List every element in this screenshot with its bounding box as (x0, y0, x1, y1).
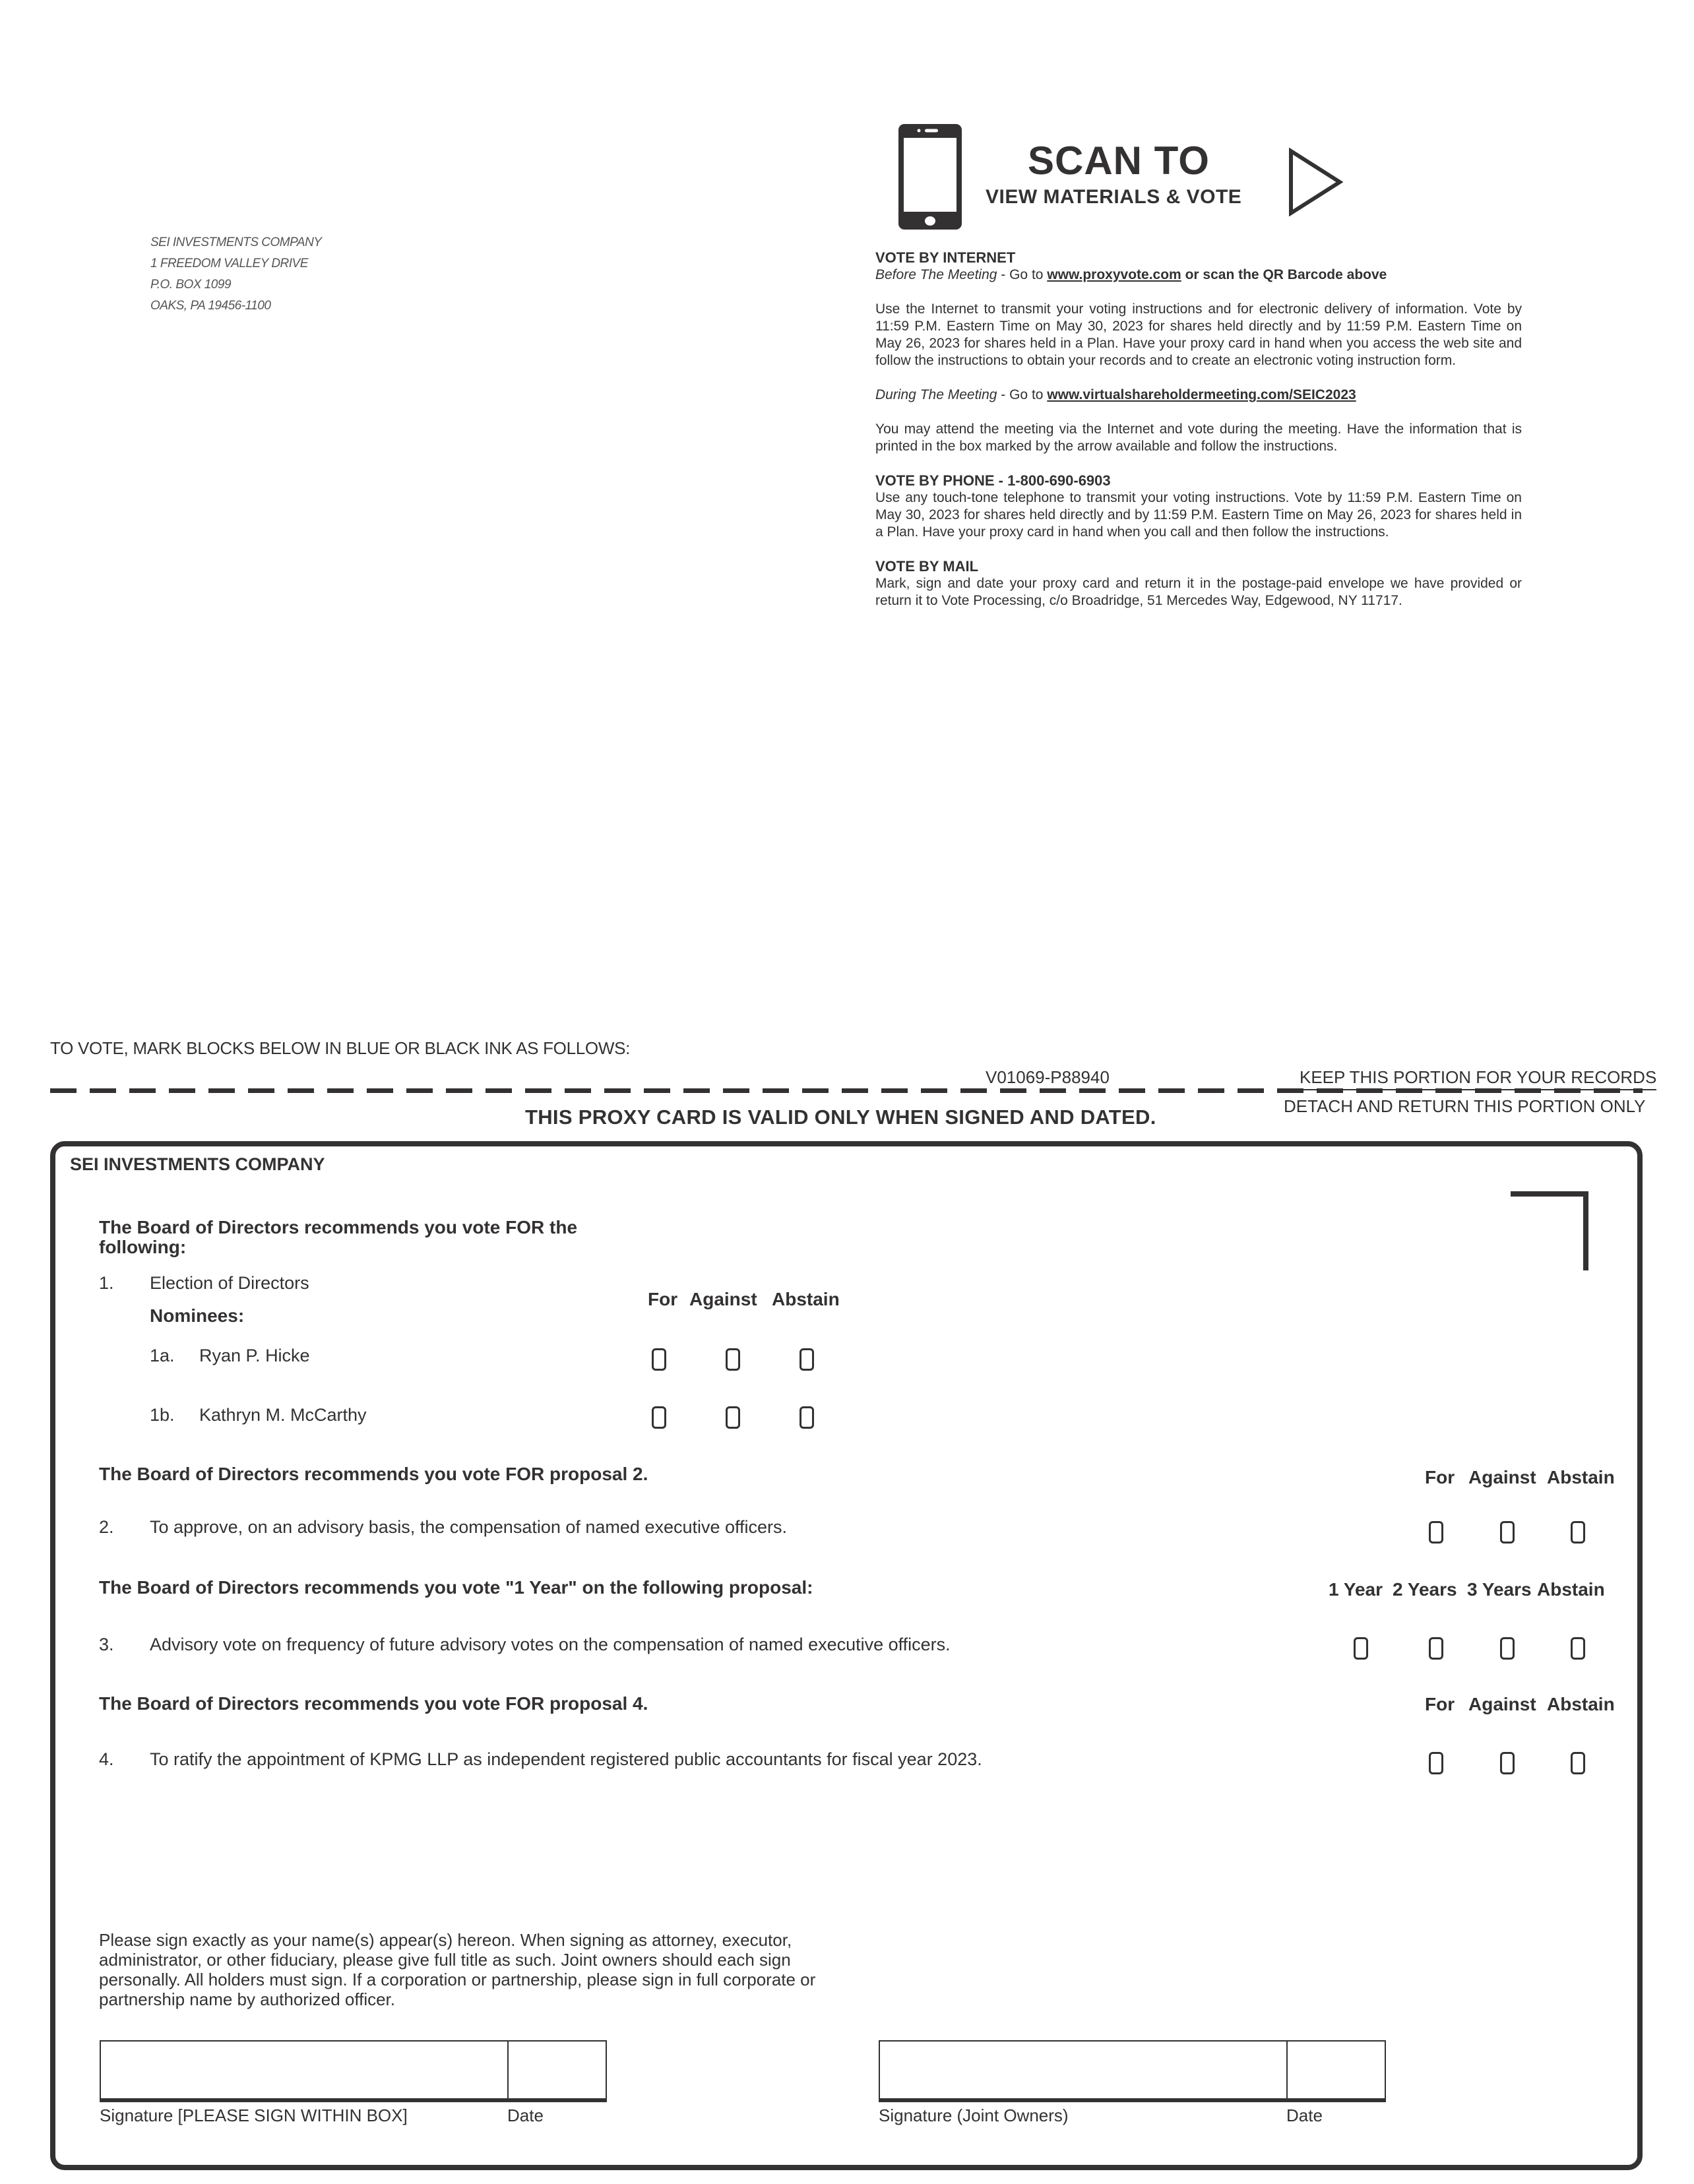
col-for: For (648, 1289, 678, 1309)
section1-recommendation: The Board of Directors recommends you vote FOR the following: (99, 1217, 578, 1257)
proposal3-2-years-checkbox[interactable] (1429, 1637, 1443, 1660)
mail-body: Mark, sign and date your proxy card and return it in the postage-paid envelope we have provided or return it to Vote Processing, c/o Broadridge, 51 Mercedes Way, Edgewood, NY 11717. (875, 576, 1522, 608)
nominees-label: Nominees: (150, 1305, 245, 1326)
date-box[interactable] (507, 2040, 607, 2102)
item1-text: Election of Directors (150, 1273, 309, 1293)
mark-instruction: TO VOTE, MARK BLOCKS BELOW IN BLUE OR BLACK INK AS FOLLOWS: (50, 1038, 631, 1058)
item2-text: To approve, on an advisory basis, the compensation of named executive officers. (150, 1517, 788, 1537)
before-meeting-line (875, 266, 1522, 284)
nominee-1b-for-checkbox[interactable] (652, 1406, 666, 1429)
section2-recommendation: The Board of Directors recommends you vote FOR proposal 2. (99, 1464, 648, 1484)
joint-signature-label: Signature (Joint Owners) (879, 2106, 1069, 2125)
nominee-name: Kathryn M. McCarthy (199, 1405, 367, 1425)
item2-number: 2. (99, 1517, 114, 1537)
before-meeting-label: Before The Meeting (875, 267, 997, 282)
item3-text: Advisory vote on frequency of future advisory votes on the compensation of named executive officers. (150, 1635, 951, 1654)
col-abstain: Abstain (772, 1289, 840, 1309)
item1-number: 1. (99, 1273, 114, 1293)
date-label: Date (507, 2106, 544, 2125)
joint-date-label: Date (1286, 2106, 1323, 2125)
control-code: V01069-P88940 (986, 1067, 1110, 1087)
nominee-1a-abstain-checkbox[interactable] (800, 1348, 814, 1371)
proposal4-for-checkbox[interactable] (1429, 1752, 1443, 1774)
section4-recommendation: The Board of Directors recommends you vote FOR proposal 4. (99, 1693, 648, 1714)
nominee-number: 1b. (150, 1405, 175, 1425)
phone-body: Use any touch-tone telephone to transmit your voting instructions. Vote by 11:59 P.M. Eastern Time on May 30, 2023 for shares held directly and by 11:59 P.M. Eastern Time on May 26, 2023 for shares held in a Plan. Have your proxy card in hand when you call and then follow the instructions. (875, 490, 1522, 540)
virtual-meeting-link[interactable]: www.virtualshareholdermeeting.com/SEIC2023 (1047, 387, 1356, 402)
col-1-year: 1 Year (1329, 1579, 1383, 1600)
keep-portion-label: KEEP THIS PORTION FOR YOUR RECORDS (1300, 1067, 1656, 1090)
during-meeting-line (875, 387, 1522, 404)
signing-instructions: Please sign exactly as your name(s) appear(s) hereon. When signing as attorney, executor, administrator, or other fiduciary, please give full title as such. Joint owners should each sign personally. All holders must sign. If a corporation or partnership, please sign in full corporate or partnership name by authorized officer. (99, 1930, 816, 2009)
vote-mail-heading: VOTE BY MAIL (875, 558, 979, 575)
item4-text: To ratify the appointment of KPMG LLP as independent registered public accountants for fiscal year 2023. (150, 1749, 982, 1769)
joint-signature-box[interactable] (879, 2040, 1288, 2102)
address-line: OAKS, PA 19456-1100 (150, 299, 271, 313)
detach-label: DETACH AND RETURN THIS PORTION ONLY (1284, 1096, 1646, 1116)
section3-recommendation: The Board of Directors recommends you vote "1 Year" on the following proposal: (99, 1577, 813, 1598)
voting-instructions (875, 249, 1522, 609)
nominee-1b-abstain-checkbox[interactable] (800, 1406, 814, 1429)
proposal2-for-checkbox[interactable] (1429, 1521, 1443, 1544)
smartphone-icon (898, 124, 962, 230)
play-arrow-icon (1288, 148, 1343, 216)
col-abstain: Abstain (1547, 1467, 1615, 1487)
col-for: For (1425, 1467, 1455, 1487)
internet-body: Use the Internet to transmit your voting instructions and for electronic delivery of information. Vote by 11:59 P.M. Eastern Time on May 30, 2023 for shares held directly and by 11:59 P.M. Eastern Time on May 26, 2023 for shares held in a Plan. Have your proxy card in hand when you access the web site and follow the instructions to obtain your records and to create an electronic voting instruction form. (875, 301, 1522, 368)
card-company-name: SEI INVESTMENTS COMPANY (70, 1154, 325, 1174)
nominee-1a-against-checkbox[interactable] (726, 1348, 740, 1371)
scan-subtitle: VIEW MATERIALS & VOTE (986, 186, 1242, 208)
col-2-years: 2 Years (1393, 1579, 1457, 1600)
return-address (150, 232, 321, 317)
col-3-years: 3 Years (1467, 1579, 1532, 1600)
col-for: For (1425, 1694, 1455, 1714)
item3-number: 3. (99, 1635, 114, 1654)
address-line: P.O. BOX 1099 (150, 278, 232, 292)
proposal3-3-years-checkbox[interactable] (1500, 1637, 1515, 1660)
proposal2-against-checkbox[interactable] (1500, 1521, 1515, 1544)
item4-number: 4. (99, 1749, 114, 1769)
col-against: Against (1468, 1694, 1536, 1714)
during-meeting-label: During The Meeting (875, 387, 997, 402)
proposal2-abstain-checkbox[interactable] (1571, 1521, 1585, 1544)
address-line: SEI INVESTMENTS COMPANY (150, 235, 322, 249)
col-against: Against (689, 1289, 757, 1309)
qr-instruction: or scan the QR Barcode above (1181, 267, 1387, 282)
scan-title: SCAN TO (1028, 139, 1210, 183)
col-abstain: Abstain (1547, 1694, 1615, 1714)
signature-box[interactable] (100, 2040, 509, 2102)
joint-date-box[interactable] (1286, 2040, 1386, 2102)
valid-notice: THIS PROXY CARD IS VALID ONLY WHEN SIGNED AND DATED. (525, 1106, 1156, 1129)
nominee-name: Ryan P. Hicke (199, 1346, 310, 1365)
perforation-line (50, 1088, 1643, 1093)
proposal3-abstain-checkbox[interactable] (1571, 1637, 1585, 1660)
proposal4-abstain-checkbox[interactable] (1571, 1752, 1585, 1774)
before-meeting-text: - Go to (997, 267, 1048, 282)
registration-corner-mark (1511, 1191, 1588, 1270)
col-abstain: Abstain (1537, 1579, 1605, 1600)
col-against: Against (1468, 1467, 1536, 1487)
nominee-1b-against-checkbox[interactable] (726, 1406, 740, 1429)
vote-internet-heading: VOTE BY INTERNET (875, 249, 1016, 266)
during-meeting-text: - Go to (997, 387, 1048, 402)
during-meeting-body: You may attend the meeting via the Internet and vote during the meeting. Have the information that is printed in the box marked by the arrow available and follow the instructions. (875, 421, 1522, 454)
proxy-card (50, 1141, 1643, 2170)
proposal4-against-checkbox[interactable] (1500, 1752, 1515, 1774)
nominee-1a-for-checkbox[interactable] (652, 1348, 666, 1371)
nominee-number: 1a. (150, 1346, 175, 1365)
vote-phone-heading: VOTE BY PHONE - 1-800-690-6903 (875, 472, 1111, 489)
address-line: 1 FREEDOM VALLEY DRIVE (150, 257, 308, 270)
proxyvote-link[interactable]: www.proxyvote.com (1047, 267, 1181, 282)
signature-label: Signature [PLEASE SIGN WITHIN BOX] (100, 2106, 408, 2125)
proposal3-1-year-checkbox[interactable] (1354, 1637, 1368, 1660)
